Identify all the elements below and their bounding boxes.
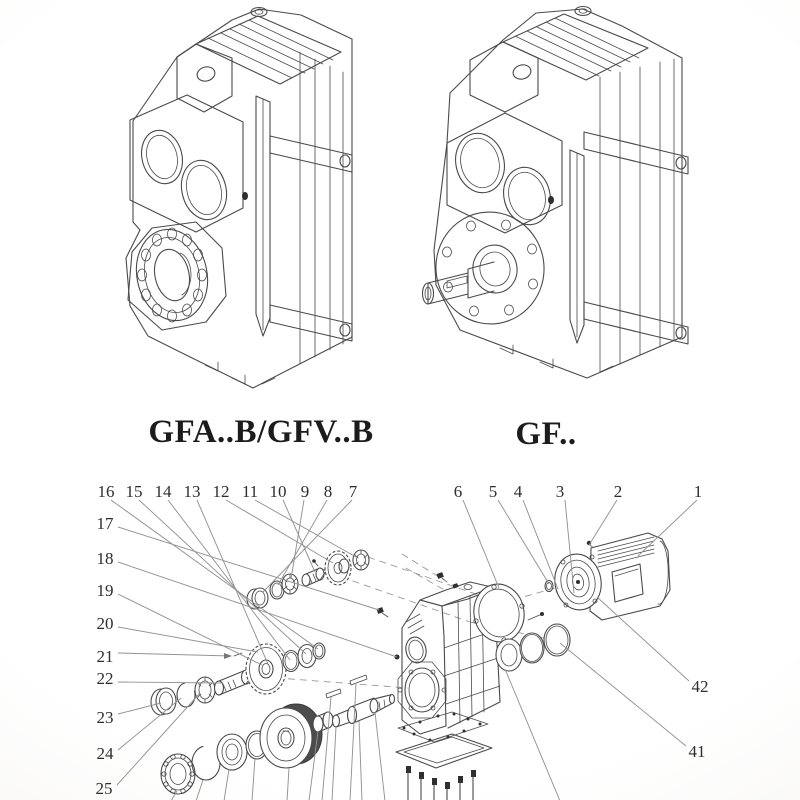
leader-line	[589, 500, 617, 545]
key	[350, 675, 367, 685]
callout-label-25: 25	[95, 779, 113, 798]
leader-line	[498, 500, 549, 584]
circlip	[192, 746, 220, 780]
leader-line	[463, 500, 499, 588]
bearing	[353, 550, 369, 570]
callout-label-4: 4	[513, 482, 523, 501]
model-label-left: GFA..B/GFV..B	[148, 414, 374, 450]
leader-line	[523, 500, 558, 589]
right-output-flange	[427, 203, 553, 332]
callout-label-22: 22	[96, 669, 114, 688]
leader-line	[252, 758, 255, 800]
gearbox-left-drawing	[126, 8, 352, 389]
callout-label-3: 3	[555, 482, 565, 501]
leader-line	[118, 594, 262, 665]
callout-label-13: 13	[183, 482, 201, 501]
leader-line	[332, 727, 336, 800]
input-shaft-assembly	[247, 550, 369, 609]
leader-line	[287, 768, 289, 800]
leader-line	[505, 669, 560, 800]
leader-line	[359, 721, 362, 800]
input-gear	[325, 551, 351, 585]
leader-line	[118, 653, 231, 656]
leader-line	[168, 500, 290, 660]
callout-label-42: 42	[691, 677, 709, 696]
leader-line	[638, 500, 697, 556]
callout-label-21: 21	[96, 647, 114, 666]
leader-line	[226, 500, 333, 563]
housing-bolts	[406, 766, 476, 800]
intermediate-gear	[246, 644, 286, 694]
left-small-plug	[242, 192, 248, 200]
housing-output-bore	[398, 662, 446, 718]
output-gear	[260, 704, 322, 768]
leader-arrowhead	[224, 653, 232, 659]
right-output-shaft	[423, 262, 495, 304]
callout-label-20: 20	[96, 614, 114, 633]
bearing	[217, 734, 247, 770]
callout-label-5: 5	[488, 482, 498, 501]
bearing	[282, 574, 298, 594]
callout-label-12: 12	[212, 482, 230, 501]
callout-label-17: 17	[96, 514, 114, 533]
leader-line	[139, 500, 306, 654]
callout-label-19: 19	[96, 581, 114, 600]
leader-line	[350, 684, 356, 800]
leader-line	[197, 500, 268, 664]
callout-label-18: 18	[96, 549, 114, 568]
housing-input-bore	[404, 635, 429, 665]
callout-label-14: 14	[154, 482, 172, 501]
left-output-bearing	[128, 222, 226, 330]
key	[326, 689, 341, 698]
model-label-right: GF..	[515, 416, 577, 452]
callout-label-1: 1	[693, 482, 703, 501]
left-lug-hole	[195, 65, 216, 83]
leader-line	[224, 769, 229, 800]
callout-label-23: 23	[96, 708, 114, 727]
leader-line	[560, 643, 686, 746]
motor	[550, 533, 670, 620]
callout-label-10: 10	[269, 482, 287, 501]
callout-label-15: 15	[125, 482, 143, 501]
output-shaft	[333, 695, 395, 728]
leader-line	[375, 712, 385, 800]
leader-line	[118, 562, 397, 657]
gearbox-right-drawing	[423, 7, 689, 379]
callout-label-6: 6	[453, 482, 463, 501]
oil-pan-cover	[396, 734, 492, 768]
callout-label-2: 2	[613, 482, 623, 501]
alignment-dashed-lines	[252, 554, 580, 688]
roller-bearing	[161, 754, 195, 794]
callout-label-11: 11	[241, 482, 259, 501]
right-lug-hole	[511, 63, 532, 81]
callout-label-7: 7	[348, 482, 358, 501]
circlip	[177, 683, 195, 707]
callout-label-16: 16	[97, 482, 115, 501]
bearing	[195, 677, 215, 703]
callout-label-8: 8	[323, 482, 333, 501]
leader-line	[118, 627, 258, 652]
callout-label-24: 24	[96, 744, 114, 763]
callout-label-41: 41	[688, 742, 706, 761]
callout-label-9: 9	[300, 482, 310, 501]
leader-line	[196, 780, 203, 800]
